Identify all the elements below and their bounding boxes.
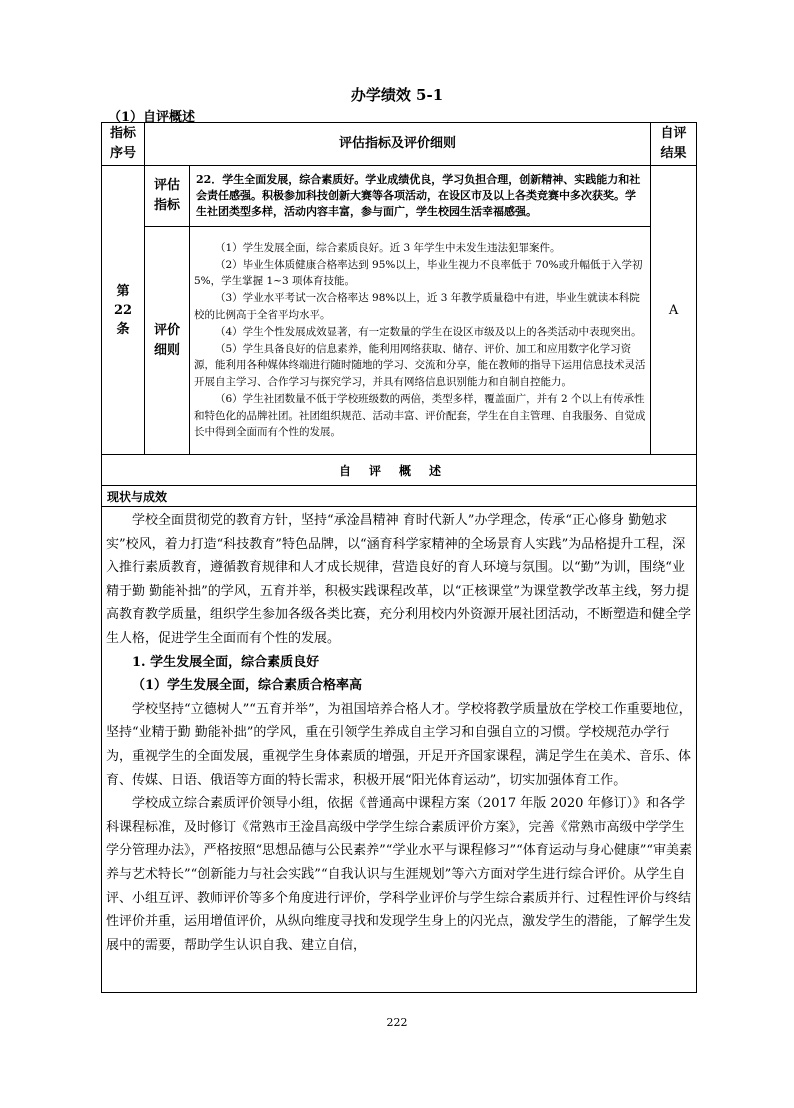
detail-list xyxy=(190,227,651,455)
header-result: 自评 结果 xyxy=(651,123,697,166)
overview-paragraph: 学校成立综合素质评价领导小组，依据《普通高中课程方案（2017 年版 2020 年修订）》和各学科课程标准，及时修订《常熟市王淦昌高级中学学生综合素质评价方案》，完善《常熟市高级中学学生学分管理办法》，严格按照“思想品德与公民素养”“学业水平与课程修习”“体育运动与身心健康”“审美素养与艺术特长”“创新能力与社会实践”“自我认识与生涯规划”等六方面对学生进行综合评价。从学生自评、小组互评、教师评价等多个角度进行评价，学科学业评价与学生综合素质并行、过程性评价与终结性评价并重，运用增值评价，从纵向维度寻找和发现学生身上的闪光点，激发学生的潜能，了解学生发展中的需要，帮助学生认识自我、建立自信， xyxy=(106,796,693,953)
self-eval-result: A xyxy=(651,166,697,455)
detail-label: 评价 细则 xyxy=(145,227,190,455)
overview-paragraph: 学校全面贯彻党的教育方针，坚持“承淦昌精神 育时代新人”办学理念，传承“正心修身 勤勉求实”校风，着力打造“科技教育”特色品牌，以“涵育科学家精神的全场景育人实践”为品格提升工程，深入推行素质教育，遵循教育规律和人才成长规律，营造良好的育人环境与氛围。以“勤”为训，围绕“业精于勤 勤能补拙”的学风，五育并举，积极实践课程改革，以“正核课堂”为课堂教学改革主线，努力提高教育教学质量，组织学生参加各级各类比赛，充分利用校内外资源开展社团活动，不断塑造和健全学生人格，促进学生全面而有个性的发展。 xyxy=(106,513,692,646)
detail-item: （5）学生具备良好的信息素养，能利用网络获取、储存、评价、加工和应用数字化学习资源，能利用各种媒体终端进行随时随地的学习、交流和分享，能在教师的指导下运用信息技术灵活开展自主学习、合作学习与探究学习，并具有网络信息识别能力和自制自控能力。 xyxy=(194,342,646,389)
page-title: 办学绩效 5-1 xyxy=(350,86,444,104)
detail-item: （4）学生个性发展成效显著，有一定数量的学生在设区市级及以上的各类活动中表现突出。 xyxy=(215,325,642,338)
header-criteria: 评估指标及评价细则 xyxy=(145,123,651,166)
criterion-text: 22．学生全面发展，综合素质好。学业成绩优良，学习负担合理，创新精神、实践能力和社会责任感强。积极参加科技创新大赛等各项活动，在设区市及以上各类竞赛中多次获奖。学生社团类型多样，活动内容丰富，参与面广，学生校园生活幸福感强。 xyxy=(190,166,651,227)
criterion-label: 评估 指标 xyxy=(145,166,190,227)
detail-item: （2）毕业生体质健康合格率达到 95%以上，毕业生视力不良率低于 70%或升幅低于入学初 5%，学生掌握 1~3 项体育技能。 xyxy=(194,258,643,288)
overview-bar: 自评概述 xyxy=(102,455,697,486)
page-number: 222 xyxy=(386,1016,408,1029)
section-subtitle: （1）自评概述 xyxy=(108,110,196,125)
header-index: 指标 序号 xyxy=(102,123,145,166)
overview-body xyxy=(102,507,697,993)
overview-subheading: （1）学生发展全面，综合素质合格率高 xyxy=(132,678,363,694)
evaluation-table xyxy=(101,122,697,993)
status-heading: 现状与成效 xyxy=(102,486,697,507)
overview-paragraph: 学校坚持“立德树人”“五育并举”，为祖国培养合格人才。学校将教学质量放在学校工作重要地位，坚持“业精于勤 勤能补拙”的学风，重在引领学生养成自主学习和自强自立的习惯。学校规范办学行为，重视学生的全面发展，重视学生身体素质的增强，开足开齐国家课程，满足学生在美术、音乐、体育、传媒、日语、俄语等方面的特长需求，积极开展“阳光体育运动”，切实加强体育工作。 xyxy=(106,701,692,788)
detail-item: （1）学生发展全面，综合素质良好。近 3 年学生中未发生违法犯罪案件。 xyxy=(215,241,561,254)
overview-heading: 1. 学生发展全面，综合素质良好 xyxy=(132,654,320,670)
detail-item: （6）学生社团数量不低于学校班级数的两倍，类型多样，覆盖面广，并有 2 个以上有传承性和特色化的品牌社团。社团组织规范、活动丰富、评价配套，学生在自主管理、自我服务、自觉成长中得到全面而有个性的发展。 xyxy=(194,392,646,439)
detail-item: （3）学业水平考试一次合格率达 98%以上，近 3 年教学质量稳中有进，毕业生就读本科院校的比例高于全省平均水平。 xyxy=(194,292,640,321)
article-number: 第 22 条 xyxy=(102,166,145,455)
